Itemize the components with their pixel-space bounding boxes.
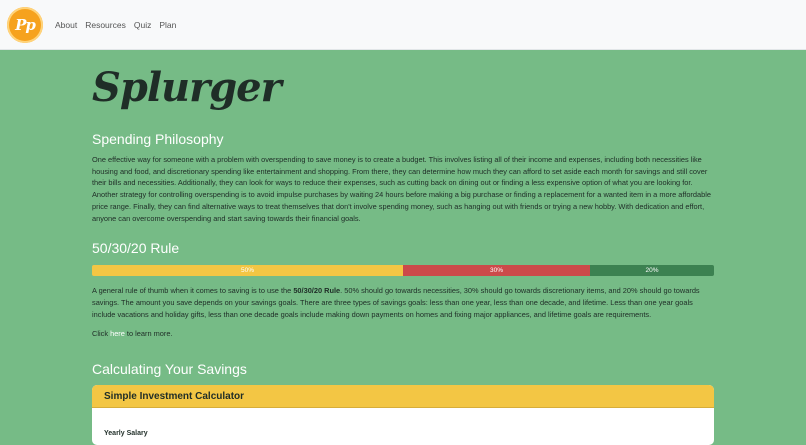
- nav-links: [55, 20, 184, 30]
- philosophy-heading: Spending Philosophy: [92, 131, 224, 147]
- logo[interactable]: [7, 7, 43, 43]
- learn-more-text: [92, 328, 714, 340]
- rule-heading: 50/30/20 Rule: [92, 240, 180, 257]
- card-title: Simple Investment Calculator: [104, 390, 245, 402]
- logo-text: Pp: [15, 15, 35, 34]
- discretionary-segment: 30%: [403, 265, 590, 276]
- card-header: [92, 385, 714, 408]
- necessities-segment: 50%: [92, 265, 403, 276]
- savings-heading: Calculating Your Savings: [92, 361, 247, 378]
- nav-link-resources[interactable]: Resources: [85, 19, 126, 30]
- investment-calculator-card: [92, 385, 714, 445]
- nav-link-about[interactable]: About: [55, 19, 78, 30]
- nav-link-plan[interactable]: Plan: [159, 19, 177, 30]
- rule-text-before: A general rule of thumb when it comes to saving is to use the: [92, 286, 294, 296]
- rule-text: [92, 285, 714, 320]
- rule-text-bold: 50/30/20 Rule: [293, 286, 341, 296]
- rule-text-after: . 50% should go towards necessities, 30% should go towards discretionary items, and 20% should go towards savings. The amount you save depends on your savings goals. There are three types of savings goals: less than one year, less than one decade, and lifetime. Less than one year goals include vacations and holiday gifts, less than one decade goals include making down payments on homes and fixing major appliances, and lifetime goals are requirements.: [92, 286, 700, 319]
- main-content: [92, 49, 714, 445]
- click-after: to learn more.: [124, 329, 173, 339]
- navbar: [0, 0, 806, 50]
- savings-segment: 20%: [590, 265, 714, 276]
- learn-more-link[interactable]: here: [110, 329, 125, 339]
- philosophy-text: One effective way for someone with a problem with overspending to save money is to create a budget. This involves listing all of their income and expenses, including both necessities like housing and food, and discretionary spending like entertainment and shopping. From there, they can determine how much they can afford to set aside each month for savings and still cover their bills and necessities. Additionally, they can look for ways to reduce their expenses, such as cutting back on dining out or finding a less expensive option of what you are looking for. Another strategy for controlling overspending is to avoid impulse purchases by waiting 24 hours before making a big purchase or finding a replacement for a wanted item in a more affordable price range. Finally, they can find alternative ways to treat themselves that don't involve spending money, such as hanging out with friends or trying a new hobby. With dedication and effort, anyone can overcome overspending and start saving towards their financial goals.: [92, 155, 711, 223]
- card-body: [92, 408, 714, 440]
- click-before: Click: [92, 329, 111, 339]
- nav-link-quiz[interactable]: Quiz: [133, 19, 152, 30]
- budget-progress-bar: [92, 265, 714, 276]
- brand-title: Splurger: [92, 64, 281, 111]
- yearly-salary-label: Yearly Salary: [104, 430, 148, 438]
